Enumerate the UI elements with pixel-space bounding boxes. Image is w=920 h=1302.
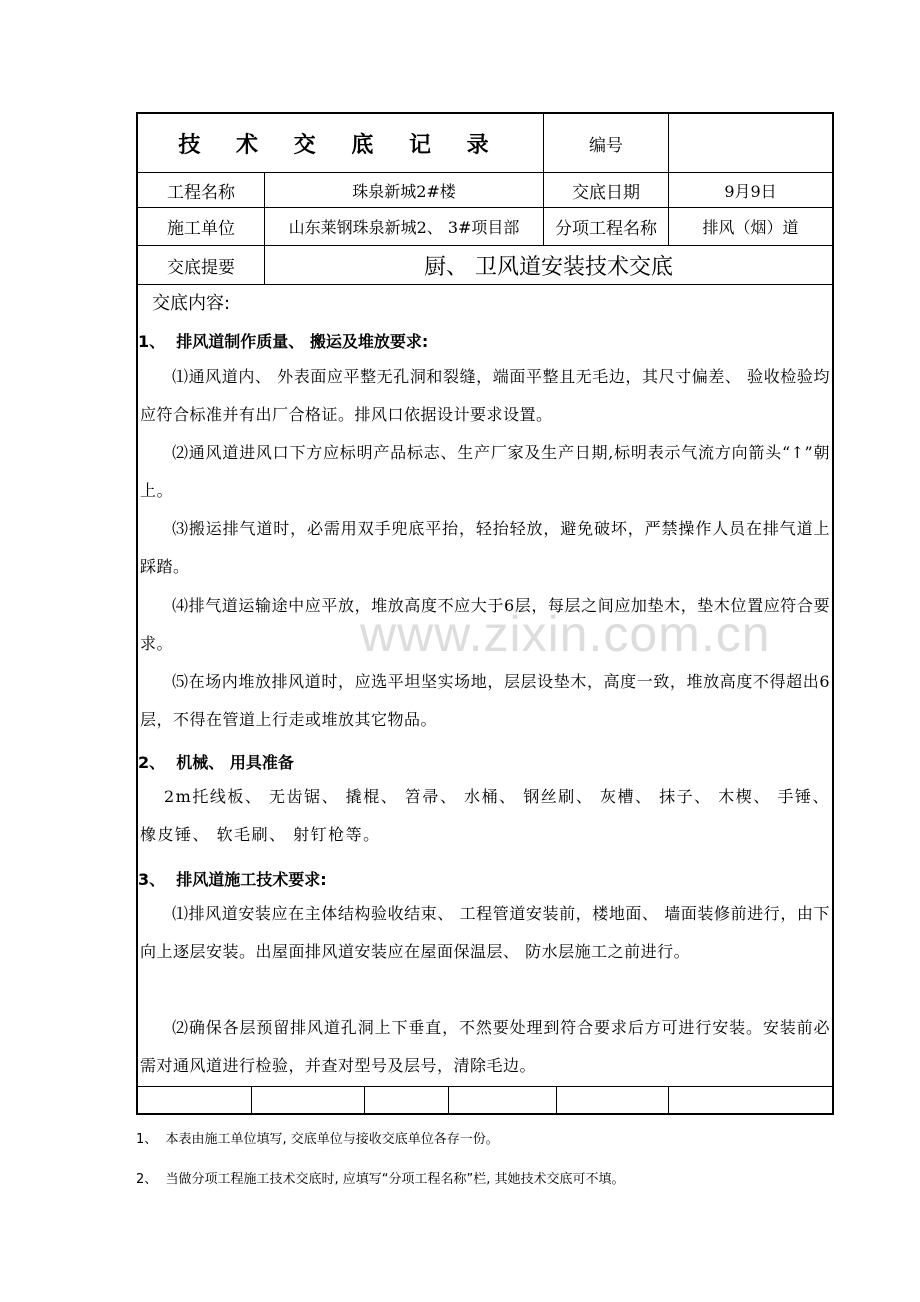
- watermark: www.zixin.com.cn: [360, 606, 771, 662]
- summary-value: 厨、 卫风道安装技术交底: [424, 254, 673, 280]
- content-heading: 交底内容:: [152, 293, 231, 314]
- subproject-label: 分项工程名称: [555, 219, 657, 239]
- section-2-title: 2、 机械、 用具准备: [138, 753, 294, 772]
- summary-row: [138, 246, 832, 285]
- s1-item-4: ⑷排气道运输途中应平放，堆放高度不应大于6层，每层之间应加垫木，垫木位置应符合要求。: [140, 596, 830, 653]
- s1-item-1: ⑴通风道内、 外表面应平整无孔洞和裂缝，端面平整且无毛边，其尺寸偏差、 验收检验均应符合标准并有出厂合格证。排风口依据设计要求设置。: [140, 367, 830, 424]
- s2-tools-list: 2m托线板、 无齿锯、 撬棍、 笤帚、 水桶、 钢丝刷、 灰槽、 抹子、 木楔、 手锤、 橡皮锤、 软毛刷、 射钉枪等。: [140, 787, 830, 844]
- disclosure-content: [138, 285, 832, 1087]
- project-row: [138, 173, 832, 208]
- footnote-2: 2、 当做分项工程施工技术交底时, 应填写“分项工程名称”栏, 其她技术交底可不填。: [136, 1172, 625, 1187]
- contractor-row: [138, 208, 832, 246]
- s1-item-2: ⑵通风道进风口下方应标明产品标志、生产厂家及生产日期,标明表示气流方向箭头“↑”朝上。: [140, 443, 830, 500]
- footnote-1: 1、 本表由施工单位填写, 交底单位与接收交底单位各存一份。: [136, 1132, 499, 1147]
- title-row: [138, 114, 832, 173]
- project-name-label: 工程名称: [167, 182, 235, 203]
- date-label: 交底日期: [572, 182, 640, 203]
- section-3-title: 3、 排风道施工技术要求:: [138, 870, 327, 889]
- number-field[interactable]: [669, 114, 832, 172]
- date-value: 9月9日: [724, 181, 777, 201]
- s3-item-1: ⑴排风道安装应在主体结构验收结束、 工程管道安装前，楼地面、 墙面装修前进行，由下向上逐层安装。出屋面排风道安装应在屋面保温层、 防水层施工之前进行。: [140, 904, 830, 961]
- contractor-value: 山东莱钢珠泉新城2、 3#项目部: [288, 218, 520, 237]
- signature-row: [138, 1087, 832, 1113]
- s1-item-5: ⑸在场内堆放排风道时，应选平坦坚实场地，层层设垫木，高度一致，堆放高度不得超出6层，不得在管道上行走或堆放其它物品。: [140, 672, 830, 729]
- s1-item-3: ⑶搬运排气道时，必需用双手兜底平抬，轻抬轻放，避免破坏，严禁操作人员在排气道上踩踏。: [140, 519, 830, 576]
- summary-label: 交底提要: [167, 257, 235, 278]
- subproject-value: 排风（烟）道: [702, 218, 799, 237]
- number-label: 编号: [589, 135, 623, 156]
- form-title: 技 术 交 底 记 录: [178, 132, 503, 158]
- project-name-value: 珠泉新城2#楼: [352, 181, 456, 201]
- s3-item-2: ⑵确保各层预留排风道孔洞上下垂直，不然要处理到符合要求后方可进行安装。安装前必需对通风道进行检验，并查对型号及层号，清除毛边。: [140, 1018, 830, 1075]
- contractor-label: 施工单位: [167, 219, 235, 239]
- section-1-title: 1、 排风道制作质量、 搬运及堆放要求:: [138, 332, 429, 351]
